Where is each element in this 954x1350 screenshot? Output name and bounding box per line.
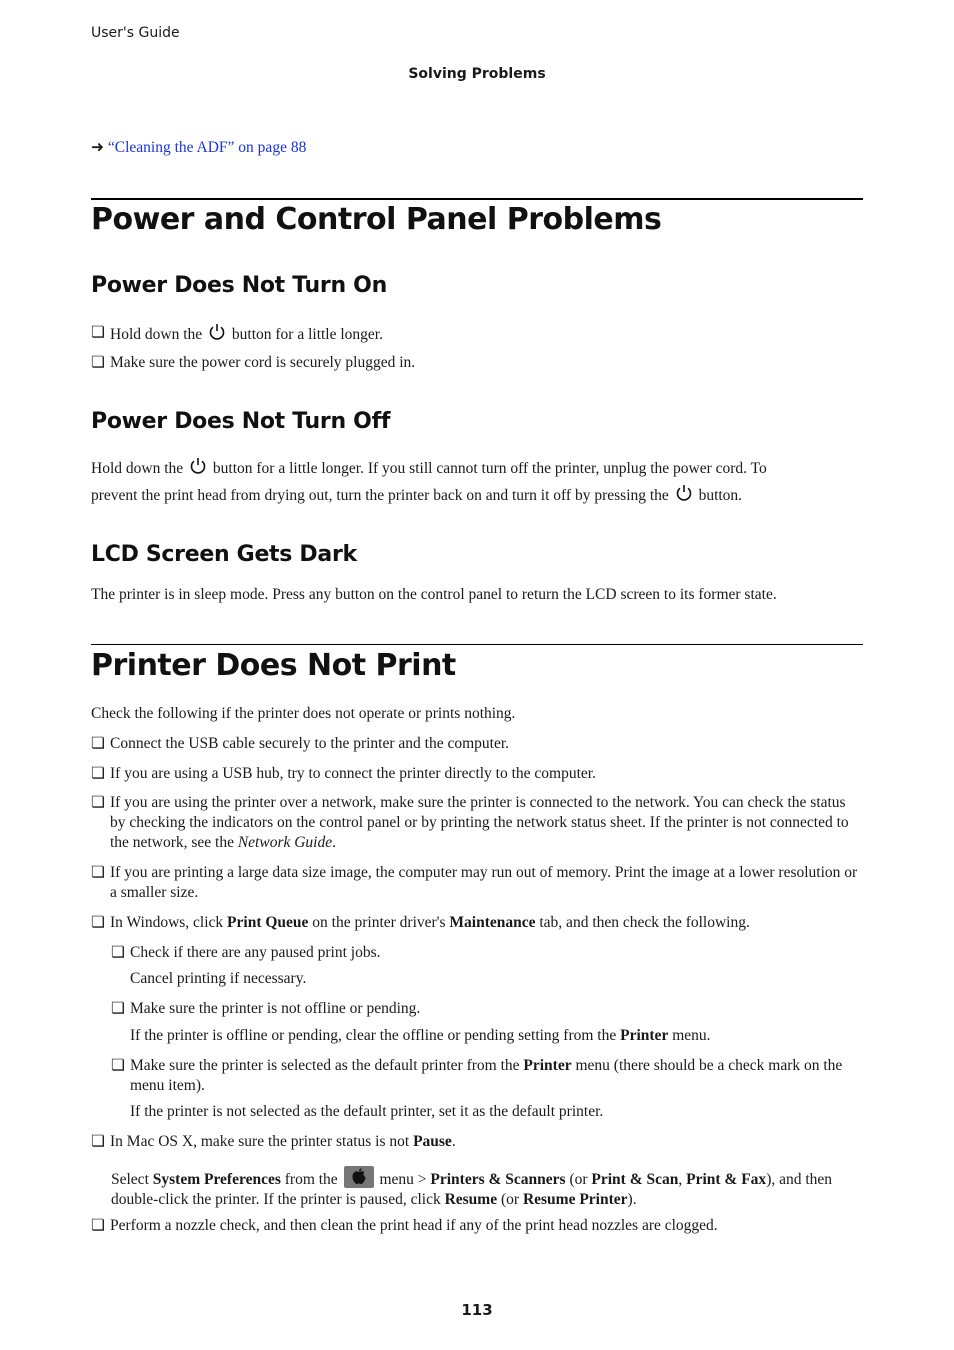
section-title-printer-not-print: Printer Does Not Print <box>91 648 456 683</box>
heading-lcd-dark: LCD Screen Gets Dark <box>91 542 357 567</box>
list-item <box>91 734 863 754</box>
cross-reference <box>91 138 306 158</box>
text: menu > <box>379 1171 427 1188</box>
text: ). <box>627 1191 637 1208</box>
text: . <box>332 834 336 851</box>
sub-list-item <box>111 943 863 963</box>
print-fax-term: Print & Fax <box>686 1171 767 1188</box>
lcd-paragraph: The printer is in sleep mode. Press any button on the control panel to return the LCD screen to its former state. <box>91 586 777 603</box>
list-item <box>91 913 863 933</box>
section-divider <box>91 644 863 645</box>
text: (or <box>500 1191 520 1208</box>
text: menu. <box>672 1027 711 1044</box>
power-icon <box>208 323 226 341</box>
mac-instructions <box>111 1166 863 1210</box>
system-preferences-term: System Preferences <box>152 1171 281 1188</box>
sub-list-item <box>111 999 863 1019</box>
checkbox-bullet-icon: ❏ <box>91 864 105 881</box>
print-queue-term: Print Queue <box>227 914 309 931</box>
text: on the printer driver's <box>312 914 446 931</box>
intro-paragraph: Check the following if the printer does not operate or prints nothing. <box>91 705 516 722</box>
item-text: If you are using a USB hub, try to connect the printer directly to the computer. <box>110 765 596 782</box>
text: . <box>451 1133 456 1150</box>
running-header-guide: User's Guide <box>91 25 180 41</box>
checkbox-bullet-icon: ❏ <box>91 765 105 782</box>
apple-menu-icon <box>344 1166 374 1188</box>
power-icon <box>189 457 207 475</box>
list-item <box>91 764 863 784</box>
power-icon <box>675 484 693 502</box>
text: If you are using the printer over a network, make sure the printer is connected to the network. You can check the status by checking the indicators on the control panel or by printing the network status sheet. If the printer is not connected to the network, see the <box>110 794 849 851</box>
text: If the printer is offline or pending, clear the offline or pending setting from the <box>130 1027 617 1044</box>
item-text: Make sure the power cord is securely plugged in. <box>110 354 416 371</box>
item-text: Check if there are any paused print jobs. <box>130 944 381 961</box>
checkbox-bullet-icon: ❏ <box>91 735 105 752</box>
section-divider <box>91 198 863 200</box>
text: In Mac OS X, make sure the printer status is not <box>110 1133 410 1150</box>
page-number: 113 <box>461 1301 493 1319</box>
item-text <box>110 1132 863 1152</box>
checkbox-bullet-icon: ❏ <box>91 354 105 371</box>
text: In Windows, click <box>110 914 224 931</box>
list-item <box>91 1132 863 1152</box>
text: from the <box>284 1171 338 1188</box>
list-item <box>91 793 863 853</box>
list-item <box>91 1216 863 1236</box>
sub-item-note: If the printer is not selected as the default printer, set it as the default printer. <box>130 1103 604 1120</box>
text: Make sure the printer is selected as the default printer from the <box>130 1057 520 1074</box>
power-off-paragraph <box>91 457 863 479</box>
checkbox-bullet-icon: ❏ <box>91 1217 105 1234</box>
sub-item-note: Cancel printing if necessary. <box>130 970 307 987</box>
checkbox-bullet-icon: ❏ <box>111 1000 125 1017</box>
checkbox-bullet-icon: ❏ <box>91 794 105 811</box>
print-scan-term: Print & Scan <box>591 1171 679 1188</box>
text: menu (there should be a check mark on the menu item). <box>130 1057 843 1094</box>
checkbox-bullet-icon: ❏ <box>111 1057 125 1074</box>
maintenance-term: Maintenance <box>449 914 536 931</box>
item-text <box>110 913 863 933</box>
item-text: If you are printing a large data size image, the computer may run out of memory. Print the image at a lower resolution or a smaller size. <box>110 864 858 901</box>
item-text <box>130 1056 863 1096</box>
text: (or <box>569 1171 588 1188</box>
item-text: Perform a nozzle check, and then clean the print head if any of the print head nozzles are clogged. <box>110 1217 718 1234</box>
power-off-paragraph-line2 <box>91 484 863 506</box>
resume-printer-term: Resume Printer <box>522 1191 628 1208</box>
text: prevent the print head from drying out, turn the printer back on and turn it off by pressing the <box>91 487 669 504</box>
pause-term: Pause <box>413 1133 452 1150</box>
text: , <box>678 1171 683 1188</box>
cleaning-adf-link[interactable]: “Cleaning the ADF” on page 88 <box>107 139 307 156</box>
sub-list-item <box>111 1056 863 1096</box>
arrow-icon: ➜ <box>91 139 104 156</box>
list-item <box>91 323 863 345</box>
sub-item-note <box>130 1026 863 1046</box>
running-header-section: Solving Problems <box>408 66 546 82</box>
heading-power-not-on: Power Does Not Turn On <box>91 273 387 298</box>
checkbox-bullet-icon: ❏ <box>111 944 125 961</box>
text: ), and then double-click the printer. If the printer is paused, click <box>111 1171 833 1208</box>
list-item <box>91 353 863 373</box>
text: button. <box>698 487 743 504</box>
item-text <box>110 793 863 853</box>
text: Hold down the <box>91 460 184 477</box>
item-text: button for a little longer. <box>231 326 383 343</box>
heading-power-not-off: Power Does Not Turn Off <box>91 409 391 434</box>
printer-term: Printer <box>523 1057 572 1074</box>
list-item <box>91 863 863 903</box>
checkbox-bullet-icon: ❏ <box>91 914 105 931</box>
checkbox-bullet-icon: ❏ <box>91 1133 105 1150</box>
text: Select <box>111 1171 149 1188</box>
network-guide-ref: Network Guide <box>237 834 333 851</box>
printers-scanners-term: Printers & Scanners <box>430 1171 566 1188</box>
section-title-power: Power and Control Panel Problems <box>91 202 662 237</box>
text: button for a little longer. If you still cannot turn off the printer, unplug the power cord. To <box>212 460 767 477</box>
text: tab, and then check the following. <box>539 914 750 931</box>
item-text: Hold down the <box>110 326 203 343</box>
item-text: Make sure the printer is not offline or pending. <box>130 1000 421 1017</box>
checkbox-bullet-icon: ❏ <box>91 324 105 341</box>
item-text: Connect the USB cable securely to the printer and the computer. <box>110 735 510 752</box>
resume-term: Resume <box>444 1191 498 1208</box>
printer-term: Printer <box>620 1027 669 1044</box>
